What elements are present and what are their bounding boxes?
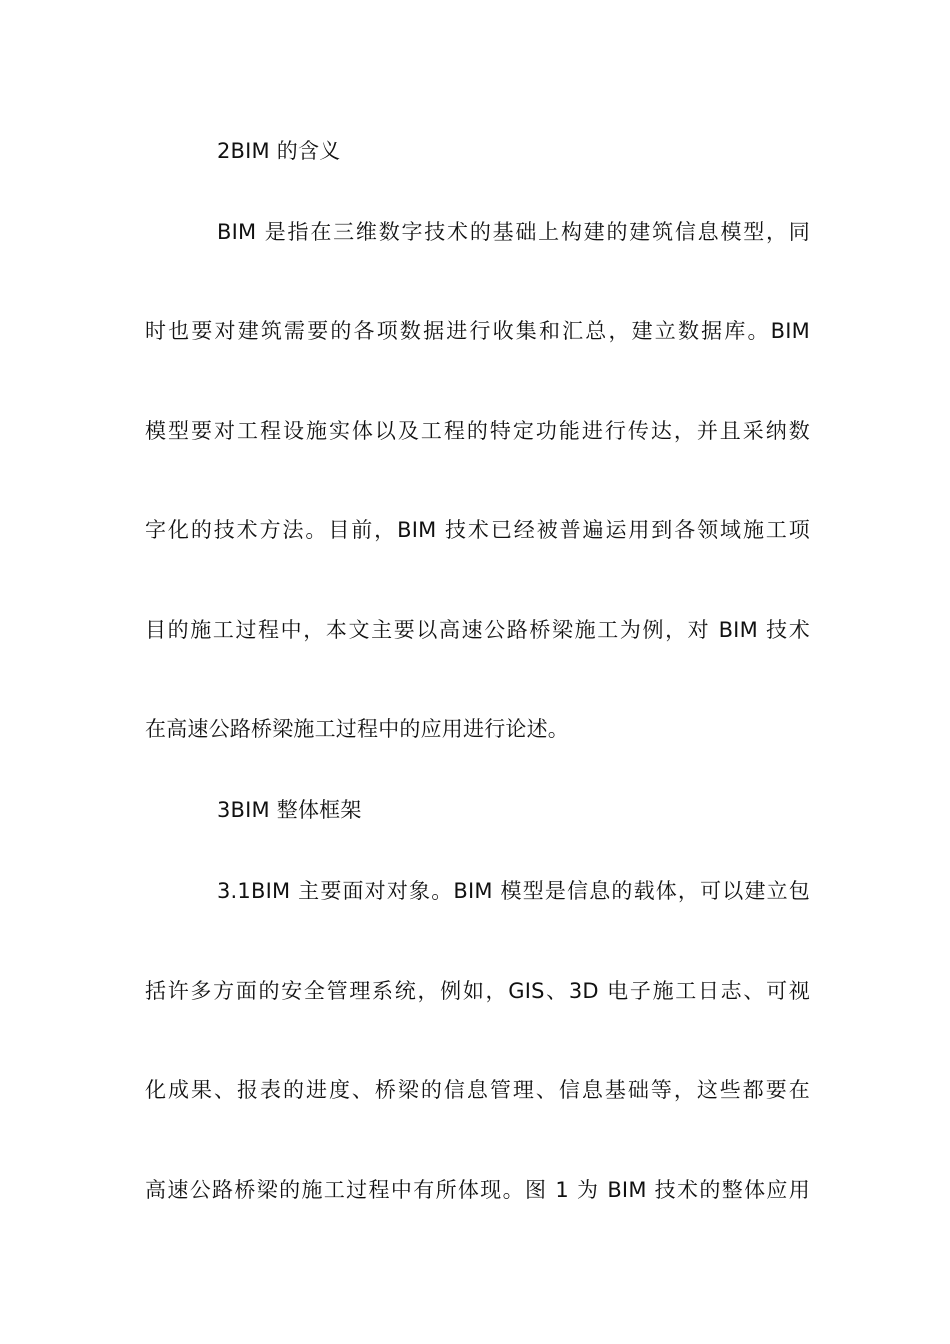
paragraph-1-line-4: 字化的技术方法。目前，BIM 技术已经被普遍运用到各领域施工项: [145, 518, 810, 542]
paragraph-1-line-1: BIM 是指在三维数字技术的基础上构建的建筑信息模型，同: [217, 220, 810, 244]
paragraph-1-line-6: 在高速公路桥梁施工过程中的应用进行论述。: [145, 717, 569, 741]
section-2-heading: 2BIM 的含义: [217, 139, 341, 163]
paragraph-1-line-2: 时也要对建筑需要的各项数据进行收集和汇总，建立数据库。BIM: [145, 319, 810, 343]
paragraph-2-line-2: 括许多方面的安全管理系统，例如，GIS、3D 电子施工日志、可视: [145, 979, 810, 1003]
paragraph-2-line-4: 高速公路桥梁的施工过程中有所体现。图 1 为 BIM 技术的整体应用: [145, 1178, 810, 1202]
paragraph-1-line-5: 目的施工过程中，本文主要以高速公路桥梁施工为例，对 BIM 技术: [145, 618, 810, 642]
paragraph-1-line-3: 模型要对工程设施实体以及工程的特定功能进行传达，并且采纳数: [145, 419, 810, 443]
paragraph-2-line-3: 化成果、报表的进度、桥梁的信息管理、信息基础等，这些都要在: [145, 1078, 810, 1102]
section-3-heading: 3BIM 整体框架: [217, 798, 362, 822]
paragraph-2-line-1: 3.1BIM 主要面对对象。BIM 模型是信息的载体，可以建立包: [217, 879, 810, 903]
